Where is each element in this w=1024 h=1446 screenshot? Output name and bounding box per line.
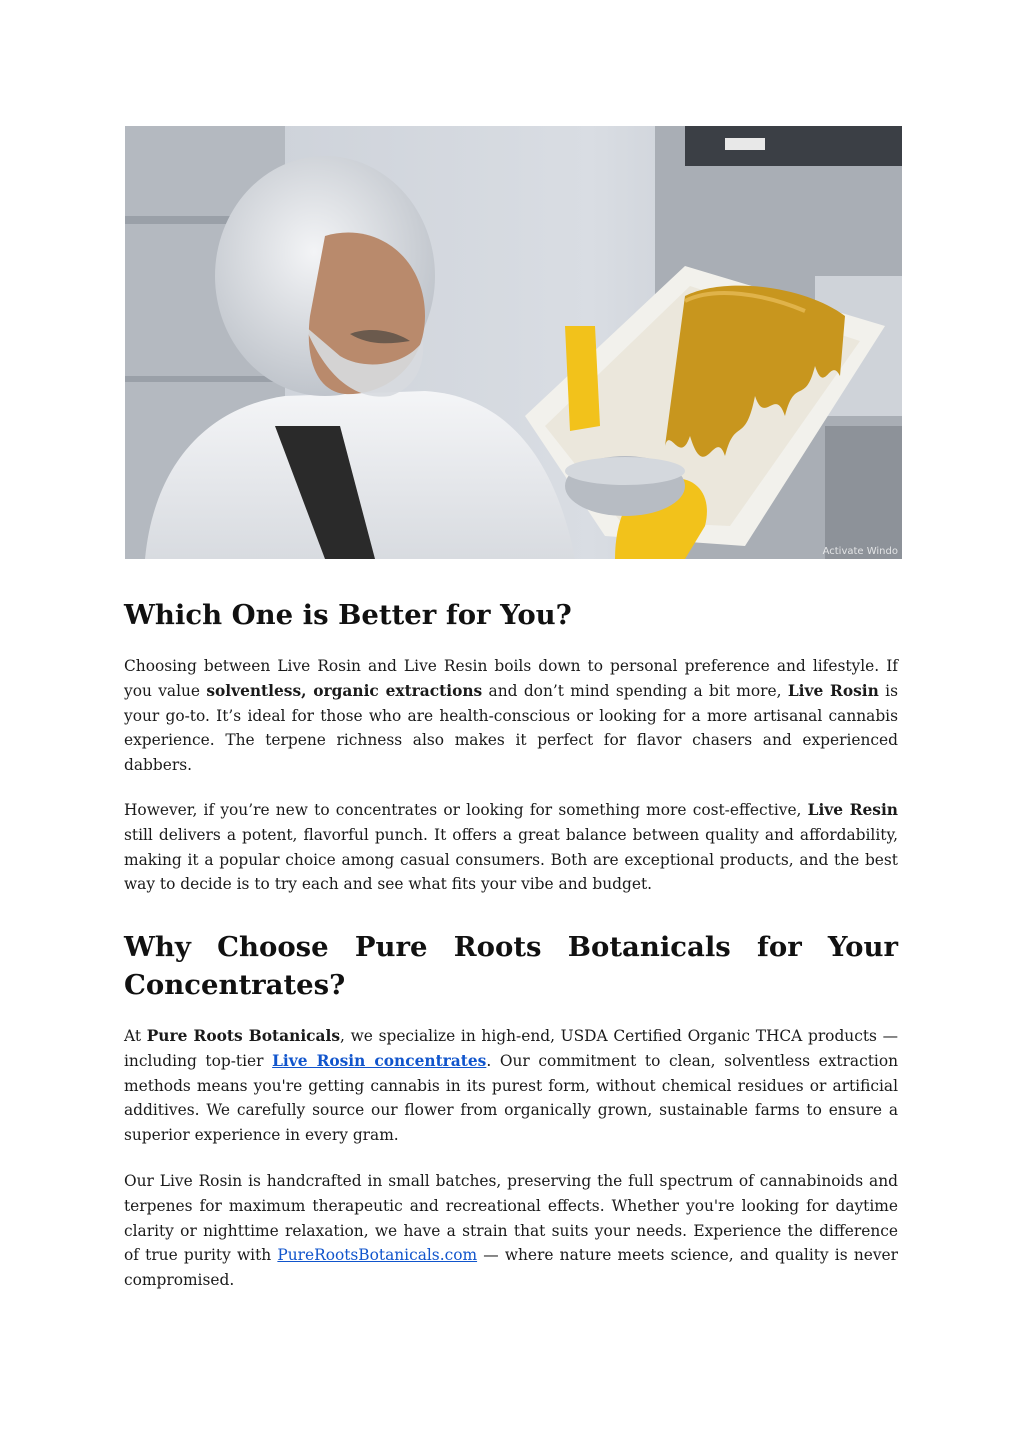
text-run: . Our commitment to clean, solventless extraction methods means you're getting cannabis in its purest form, without chemical residues or artificial additives. We carefully source our flower from organically grown, sustainable farms to ensure a superior experience in every gram. <box>124 1051 898 1145</box>
text-run: still delivers a potent, flavorful punch. It offers a great balance between quality and affordability, making it a popular choice among casual consumers. Both are exceptional products, and the best way to decide is to try each and see what fits your vibe and budget. <box>124 825 898 894</box>
hero-photo <box>125 126 902 559</box>
paragraph-however <box>124 798 898 897</box>
bold-text: Live Rosin <box>787 681 879 700</box>
paragraph-our-live-rosin <box>124 1169 898 1293</box>
text-run: — where nature meets science, and quality is never compromised. <box>124 1246 898 1290</box>
text-run: Our Live Rosin is handcrafted in small batches, preserving the full spectrum of cannabinoids and terpenes for maximum therapeutic and recreational effects. Whether you're looking for daytime clarity or nighttime relaxation, we have a strain that suits your needs. Experience the difference of true purity with <box>124 1172 898 1265</box>
live-rosin-concentrates-link[interactable]: Live Rosin concentrates <box>272 1051 487 1070</box>
bold-text: solventless, organic extractions <box>206 681 483 700</box>
os-activation-watermark: Activate Windo <box>822 546 898 557</box>
text-run: and don’t mind spending a bit more, <box>482 681 788 700</box>
bold-text: Live Resin <box>807 801 898 819</box>
text-run: , we specialize in high-end, USDA Certified Organic THCA products — including top-tier <box>124 1027 898 1070</box>
paragraph-at-pure-roots <box>124 1024 898 1148</box>
bold-text: Pure Roots Botanicals <box>146 1027 341 1045</box>
text-run: At <box>124 1027 147 1045</box>
text-run: is your go-to. It’s ideal for those who are health-conscious or looking for a more artisanal cannabis experience. The terpene richness also makes it perfect for flavor chasers and experienced dabbers. <box>124 681 898 775</box>
pure-roots-botanicals-link[interactable]: PureRootsBotanicals.com <box>277 1246 478 1265</box>
lab-technician-rosin-photo <box>125 126 902 559</box>
section-heading-better-for-you: Which One is Better for You? <box>124 599 572 631</box>
paragraph-choosing <box>124 654 898 778</box>
section-heading-why-choose: Why Choose Pure Roots Botanicals for Your Concentrates? <box>124 931 898 1001</box>
text-run: However, if you’re new to concentrates or looking for something more cost-effective, <box>124 801 808 819</box>
text-run: Choosing between Live Rosin and Live Resin boils down to personal preference and lifestyle. If you value <box>124 657 898 700</box>
